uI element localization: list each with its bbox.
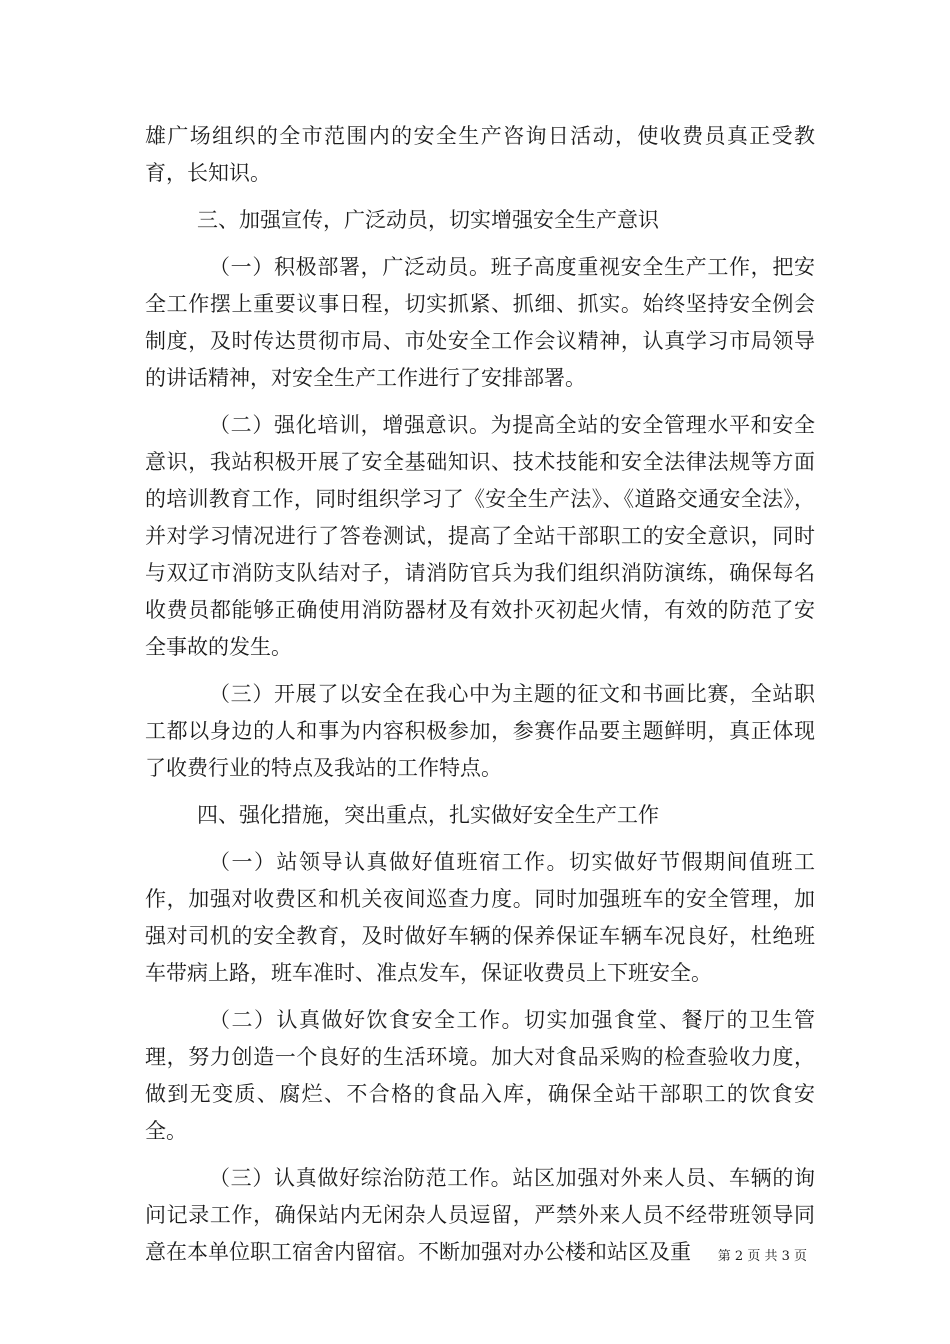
paragraph-3-1: （一）积极部署，广泛动员。班子高度重视安全生产工作，把安全工作摆上重要议事日程，切实抓紧、抓细、抓实。始终坚持安全例会制度，及时传达贯彻市局、市处安全工作会议精神，认真学习市局领导的讲话精神，对安全生产工作进行了安排部署。 bbox=[145, 255, 815, 390]
section-heading-3: 三、加强宣传，广泛动员，切实增强安全生产意识 bbox=[197, 208, 659, 232]
paragraph-4-1: （一）站领导认真做好值班宿工作。切实做好节假期间值班工作，加强对收费区和机关夜间巡查力度。同时加强班车的安全管理，加强对司机的安全教育，及时做好车辆的保养保证车辆车况良好，杜绝班车带病上路，班车准时、准点发车，保证收费员上下班安全。 bbox=[145, 850, 815, 985]
paragraph-3-3: （三）开展了以安全在我心中为主题的征文和书画比赛，全站职工都以身边的人和事为内容积极参加，参赛作品要主题鲜明，真正体现了收费行业的特点及我站的工作特点。 bbox=[145, 682, 815, 780]
paragraph-4-2: （二）认真做好饮食安全工作。切实加强食堂、餐厅的卫生管理，努力创造一个良好的生活环境。加大对食品采购的检查验收力度，做到无变质、腐烂、不合格的食品入库，确保全站干部职工的饮食安全。 bbox=[145, 1008, 815, 1143]
paragraph-4-3: （三）认真做好综治防范工作。站区加强对外来人员、车辆的询问记录工作，确保站内无闲杂人员逗留，严禁外来人员不经带班领导同意在本单位职工宿舍内留宿。不断加强对办公楼和站区及重 bbox=[145, 1166, 815, 1264]
document-body bbox=[145, 118, 815, 1271]
paragraph-continuation: 雄广场组织的全市范围内的安全生产咨询日活动，使收费员真正受教育，长知识。 bbox=[145, 124, 815, 185]
page-number: 第 2 页 共 3 页 bbox=[717, 1249, 807, 1264]
paragraph-3-2: （二）强化培训，增强意识。为提高全站的安全管理水平和安全意识，我站积极开展了安全基础知识、技术技能和安全法律法规等方面的培训教育工作，同时组织学习了《安全生产法》、《道路交通安全法》，并对学习情况进行了答卷测试，提高了全站干部职工的安全意识，同时与双辽市消防支队结对子，请消防官兵为我们组织消防演练，确保每名收费员都能够正确使用消防器材及有效扑灭初起火情，有效的防范了安全事故的发生。 bbox=[145, 413, 815, 659]
section-heading-4: 四、强化措施，突出重点，扎实做好安全生产工作 bbox=[197, 803, 659, 827]
